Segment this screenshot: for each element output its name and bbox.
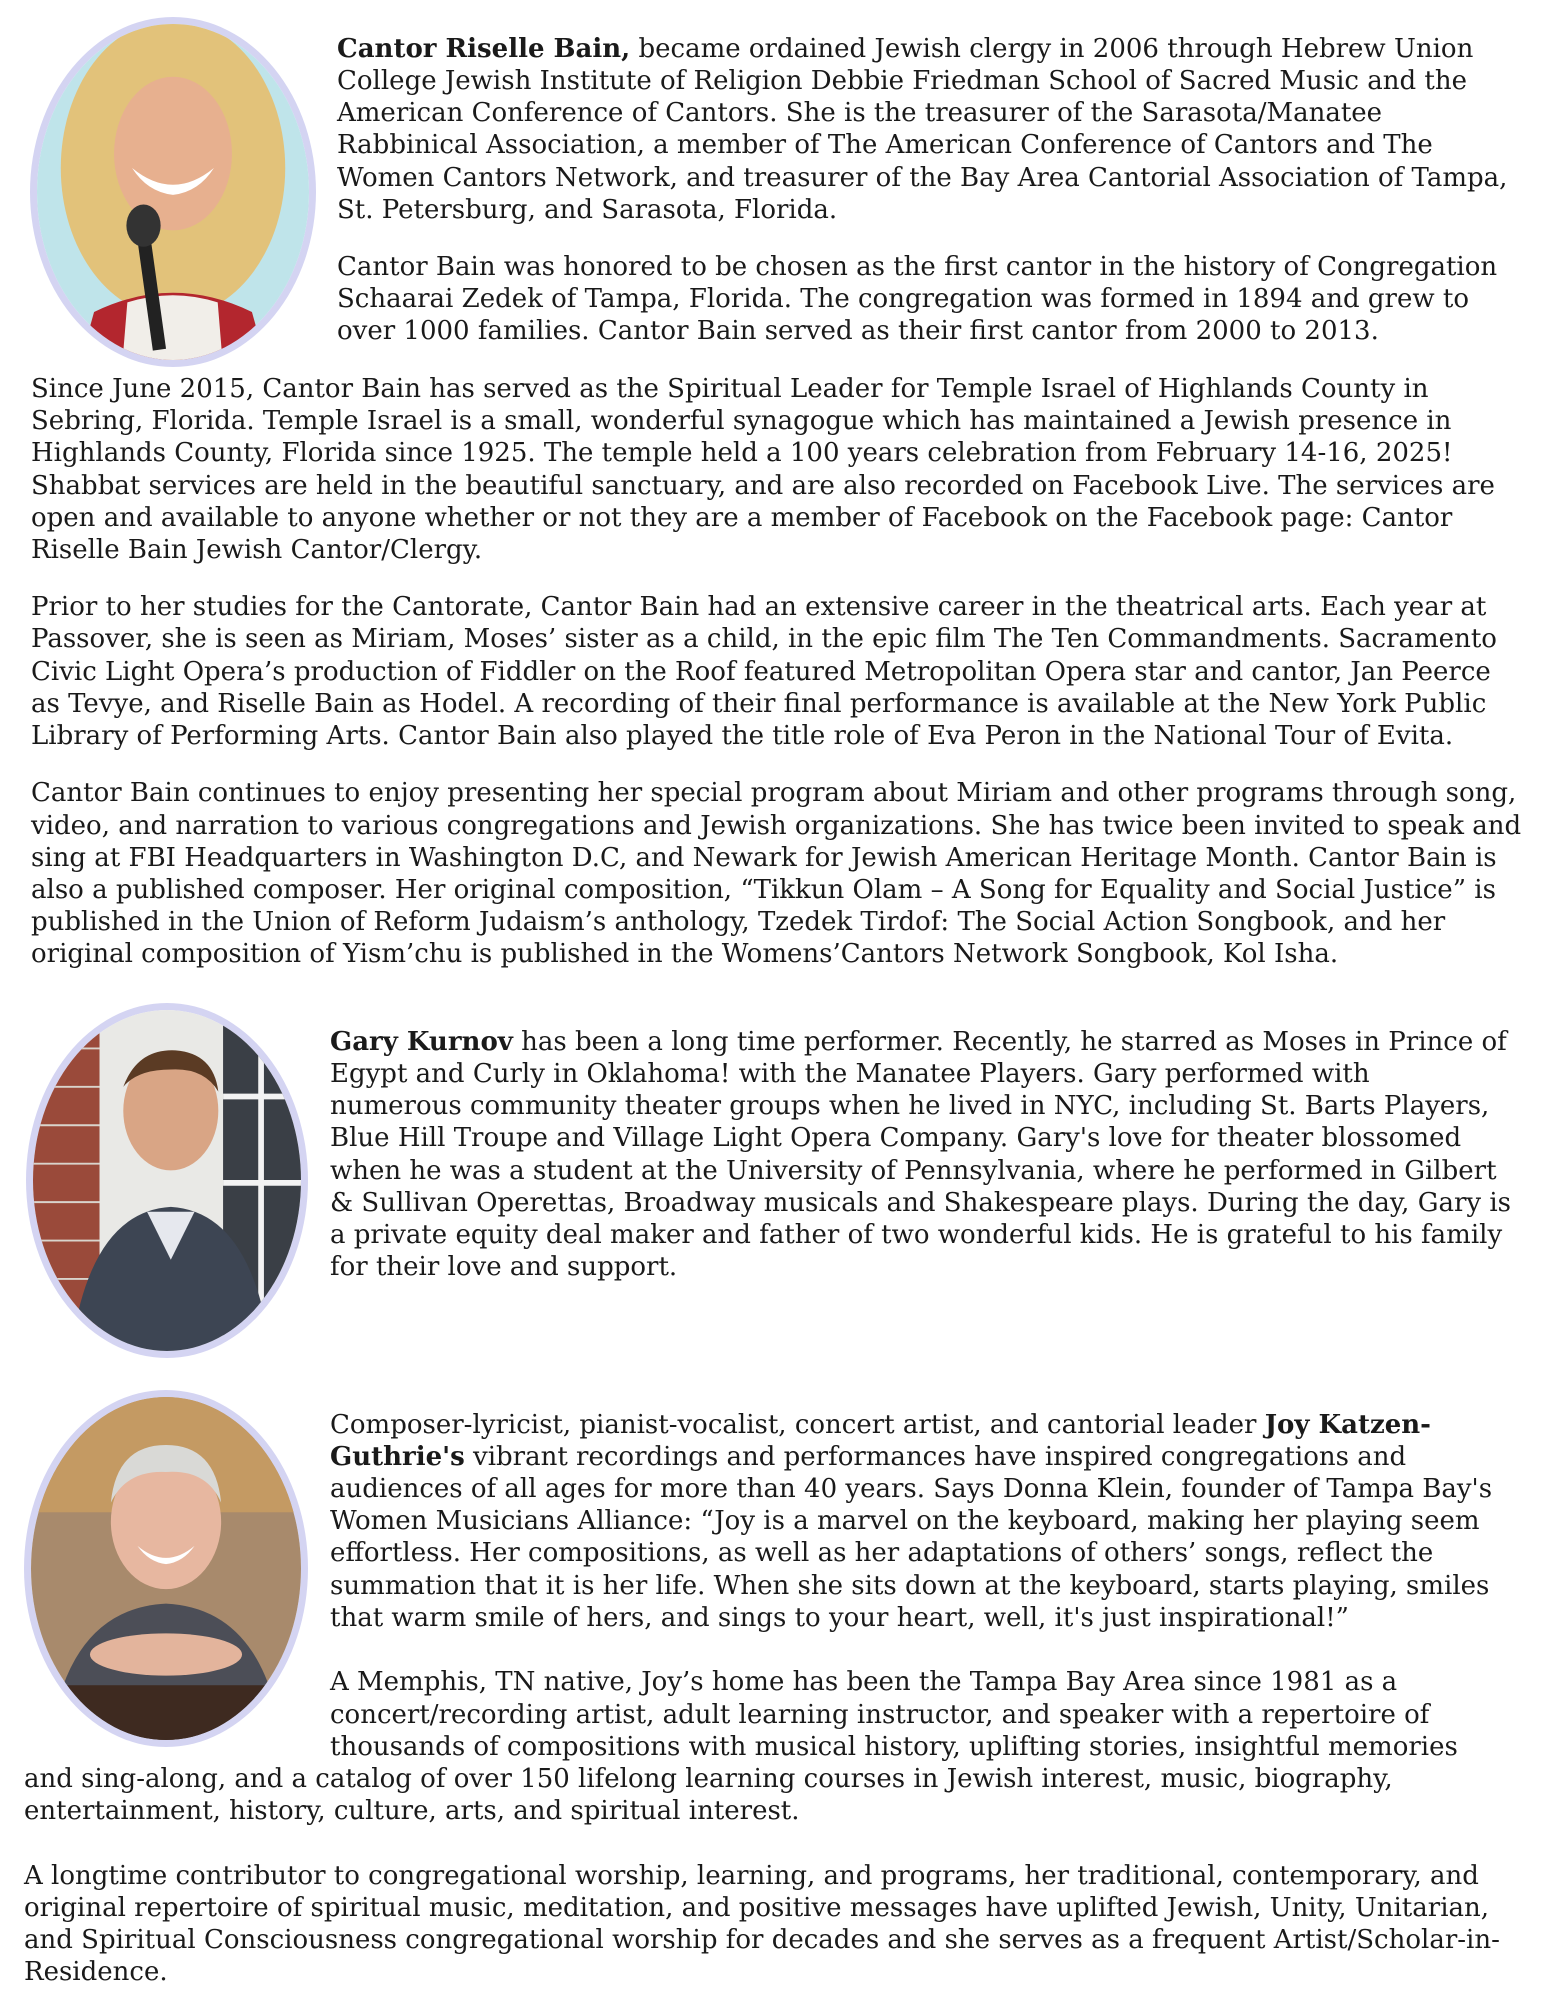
bio1-para3-line: Since June 2015, Cantor Bain has served as the Spiritual Leader for Temple Israel of Highlands County in: [31, 374, 1429, 404]
bio2-line: when he was a student at the University of Pennsylvania, where he performed in Gilbert: [330, 1156, 1497, 1186]
bio2-line: numerous community theater groups when he lived in NYC, including St. Barts Players,: [330, 1091, 1490, 1121]
bio1-para4-line: Prior to her studies for the Cantorate, Cantor Bain had an extensive career in the theatrical arts. Each year at: [31, 592, 1487, 622]
bio2-line: Blue Hill Troupe and Village Light Opera Company. Gary's love for theater blossomed: [330, 1123, 1462, 1153]
bio1-para5-line: video, and narration to various congregations and Jewish organizations. She has twice been invited to speak and: [31, 811, 1522, 841]
bio2-line: & Sullivan Operettas, Broadway musicals and Shakespeare plays. During the day, Gary is: [330, 1188, 1512, 1218]
bio2-line: a private equity deal maker and father of two wonderful kids. He is grateful to his family: [330, 1220, 1503, 1250]
bio3-para2-line: entertainment, history, culture, arts, and spiritual interest.: [24, 1796, 800, 1826]
bio3-name-part1: Joy Katzen-: [1264, 1410, 1431, 1440]
bio3-para3-line: Residence.: [24, 1957, 168, 1987]
bio1-para3-line: Sebring, Florida. Temple Israel is a small, wonderful synagogue which has maintained a Jewish presence in: [31, 406, 1452, 436]
bio1-para4-line: as Tevye, and Riselle Bain as Hodel. A recording of their final performance is available at the New York Public: [31, 689, 1487, 719]
bio3-para2-line: A Memphis, TN native, Joy’s home has been the Tampa Bay Area since 1981 as a: [330, 1667, 1398, 1697]
bio2-name: Gary Kurnov: [330, 1027, 513, 1057]
bio1-intro-line: American Conference of Cantors. She is the treasurer of the Sarasota/Manatee: [337, 98, 1383, 128]
bio2-line-1: Gary Kurnov has been a long time performer. Recently, he starred as Moses in Prince of: [330, 1027, 1507, 1057]
bio1-intro-line: Rabbinical Association, a member of The American Conference of Cantors and The: [337, 130, 1433, 160]
bio3-line: Women Musicians Alliance: “Joy is a marvel on the keyboard, making her playing seem: [330, 1506, 1480, 1536]
bio3-line-2: Guthrie's vibrant recordings and performances have inspired congregations and: [330, 1442, 1407, 1472]
bio3-line: audiences of all ages for more than 40 years. Says Donna Klein, founder of Tampa Bay's: [330, 1474, 1493, 1504]
bio3-line-1: Composer-lyricist, pianist-vocalist, concert artist, and cantorial leader Joy Katzen-: [330, 1410, 1431, 1440]
bio1-para5-line: Cantor Bain continues to enjoy presenting her special program about Miriam and other programs through song,: [31, 778, 1517, 808]
bio1-intro-line: Women Cantors Network, and treasurer of the Bay Area Cantorial Association of Tampa,: [337, 163, 1508, 193]
bio1-para3-line: Shabbat services are held in the beautiful sanctuary, and are also recorded on Facebook Live. The services are: [31, 471, 1495, 501]
portrait-riselle-bain: [30, 17, 316, 367]
bio1-para2-line: Schaarai Zedek of Tampa, Florida. The congregation was formed in 1894 and grew to: [337, 284, 1469, 314]
bio1-para3-line: Riselle Bain Jewish Cantor/Clergy.: [31, 535, 483, 565]
bio3-para3-line: original repertoire of spiritual music, meditation, and positive messages have uplifted Jewish, Unity, Unitarian,: [24, 1893, 1490, 1923]
bio1-para4-line: Library of Performing Arts. Cantor Bain also played the title role of Eva Peron in the National Tour of Evita.: [31, 721, 1454, 751]
bio1-para3-line: Highlands County, Florida since 1925. The temple held a 100 years celebration from February 14-16, 2025!: [31, 438, 1453, 468]
bio3-para3-line: A longtime contributor to congregational worship, learning, and programs, her traditional, contemporary, and: [24, 1861, 1479, 1891]
bio1-name: Cantor Riselle Bain,: [337, 34, 631, 64]
bio1-intro-line-1: Cantor Riselle Bain, became ordained Jewish clergy in 2006 through Hebrew Union: [337, 34, 1474, 64]
portrait-joy-katzen-guthrie: [24, 1390, 308, 1747]
bio1-para5-line: sing at FBI Headquarters in Washington D.C, and Newark for Jewish American Heritage Month. Cantor Bain is: [31, 843, 1497, 873]
bio1-para2-line: Cantor Bain was honored to be chosen as the first cantor in the history of Congregation: [337, 252, 1498, 282]
bio1-para3-line: open and available to anyone whether or not they are a member of Facebook on the Facebook page: Cantor: [31, 503, 1453, 533]
bio1-intro-line: St. Petersburg, and Sarasota, Florida.: [337, 195, 838, 225]
bio3-para3-line: and Spiritual Consciousness congregational worship for decades and she serves as a frequent Artist/Scholar-in-: [24, 1925, 1500, 1955]
bio1-para5-line: published in the Union of Reform Judaism’s anthology, Tzedek Tirdof: The Social Action Songbook, and her: [31, 907, 1446, 937]
bio3-line: summation that it is her life. When she sits down at the keyboard, starts playing, smiles: [330, 1571, 1490, 1601]
bio3-para2-line: thousands of compositions with musical history, uplifting stories, insightful memories: [330, 1732, 1458, 1762]
bio1-para5-line: original composition of Yism’chu is published in the Womens’Cantors Network Songbook, Kol Isha.: [31, 939, 1339, 969]
bio3-name-part2: Guthrie's: [330, 1442, 465, 1472]
bio3-line: that warm smile of hers, and sings to your heart, well, it's just inspirational!”: [330, 1603, 1349, 1633]
bio1-para4-line: Civic Light Opera’s production of Fiddler on the Roof featured Metropolitan Opera star and cantor, Jan Peerce: [31, 657, 1491, 687]
bio3-para2-line: and sing-along, and a catalog of over 150 lifelong learning courses in Jewish interest, music, biography,: [24, 1764, 1393, 1794]
portrait-gary-kurnov: [26, 1003, 308, 1358]
bio3-para2-line: concert/recording artist, adult learning instructor, and speaker with a repertoire of: [330, 1700, 1430, 1730]
bio2-line: for their love and support.: [330, 1252, 678, 1282]
bio3-line: effortless. Her compositions, as well as her adaptations of others’ songs, reflect the: [330, 1538, 1434, 1568]
bio1-para4-line: Passover, she is seen as Miriam, Moses’ sister as a child, in the epic film The Ten Commandments. Sacramento: [31, 624, 1497, 654]
bio1-intro-line: College Jewish Institute of Religion Debbie Friedman School of Sacred Music and the: [337, 66, 1467, 96]
bio1-para2-line: over 1000 families. Cantor Bain served as their first cantor from 2000 to 2013.: [337, 316, 1379, 346]
bio2-line: Egypt and Curly in Oklahoma! with the Manatee Players. Gary performed with: [330, 1059, 1370, 1089]
bio1-para5-line: also a published composer. Her original composition, “Tikkun Olam – A Song for Equality and Social Justice” is: [31, 875, 1496, 905]
